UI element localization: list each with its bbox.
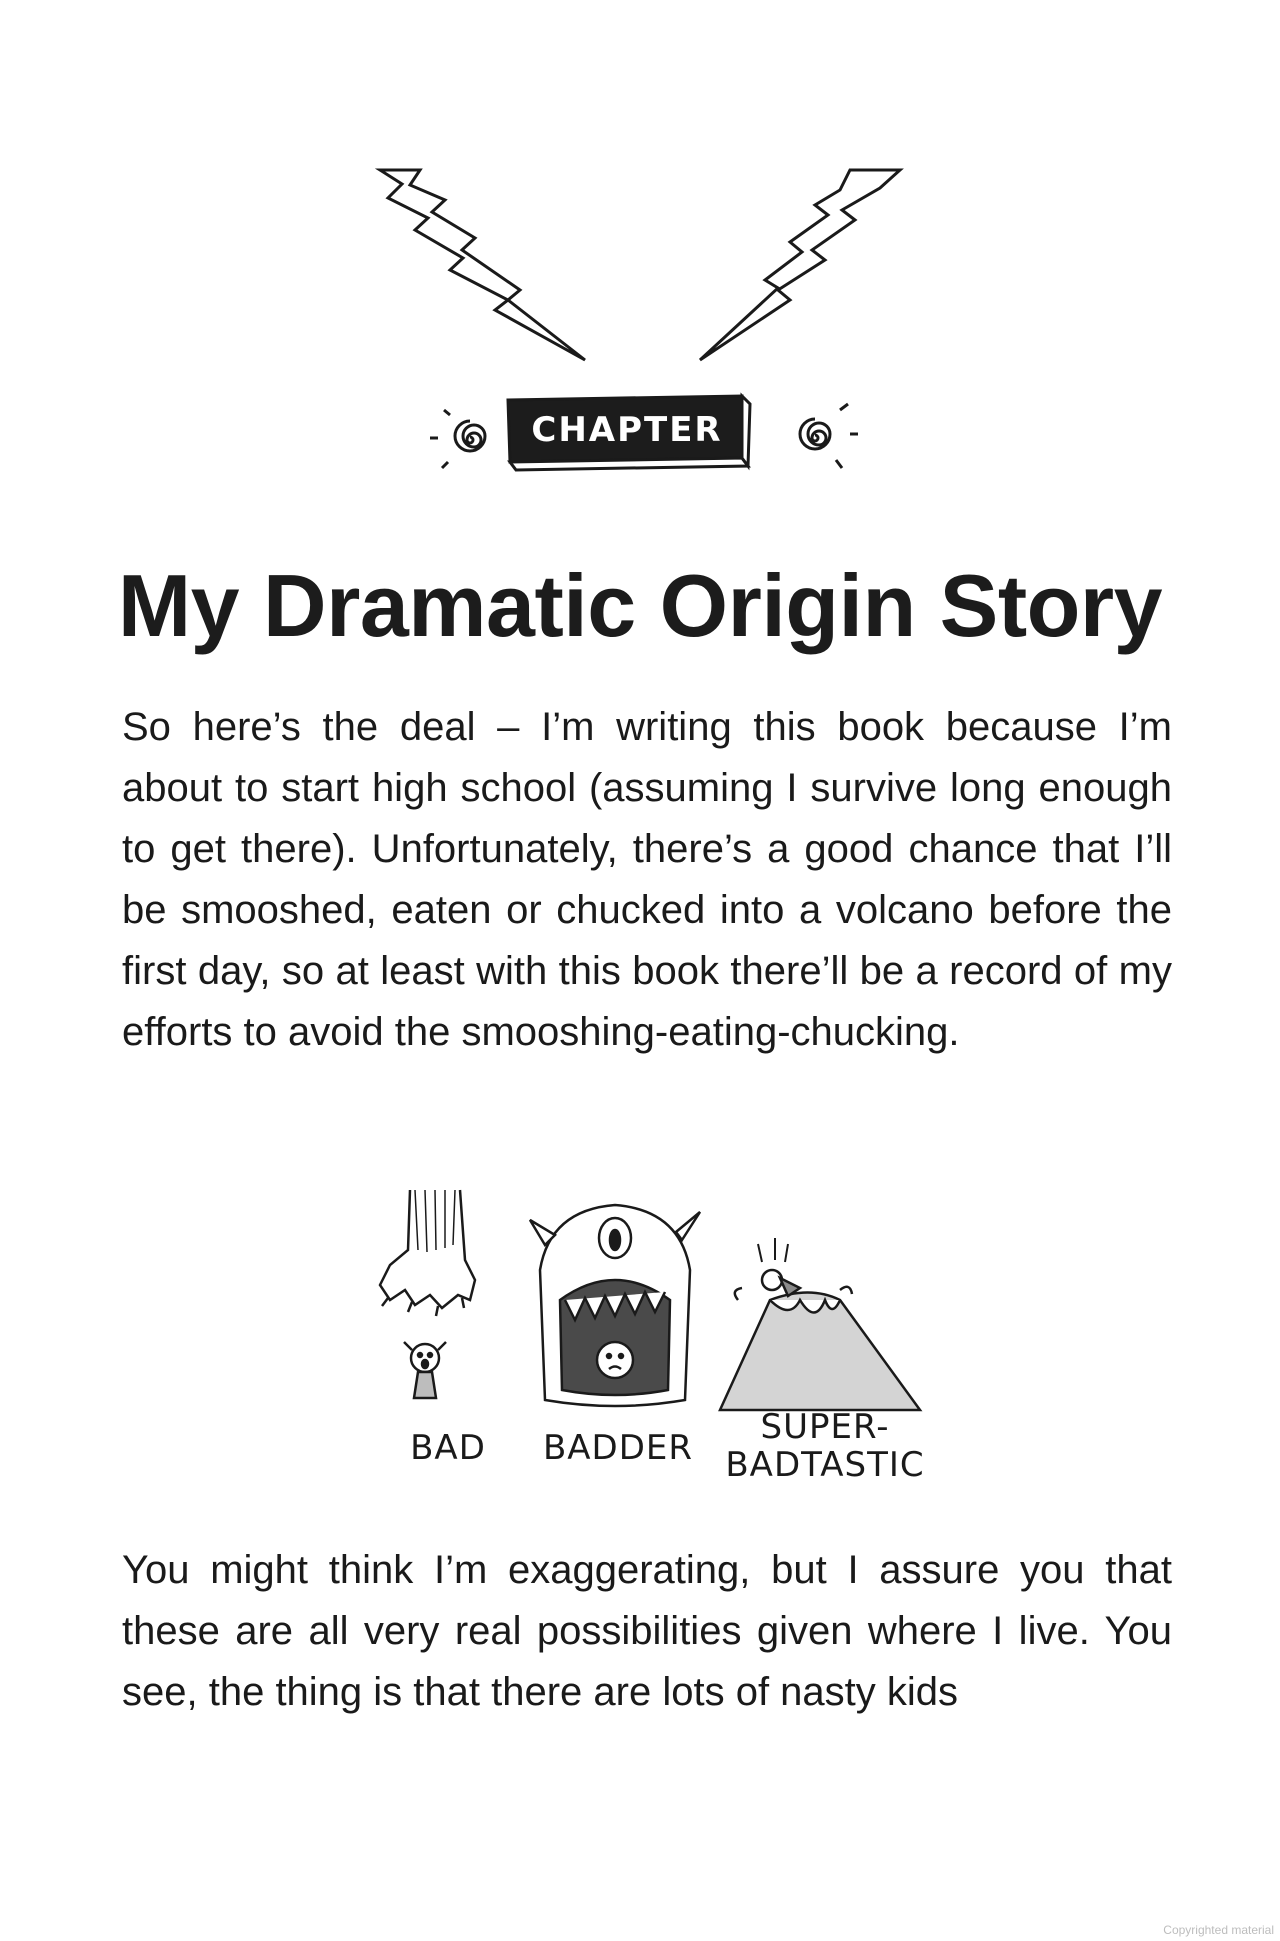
- small-creature-icon: [404, 1342, 446, 1398]
- chapter-label: CHAPTER 2: [531, 410, 723, 506]
- lightning-bolts-illustration: [370, 160, 910, 370]
- bad-badder-superbadtastic-illustration: [370, 1150, 930, 1500]
- label-bad: BAD: [410, 1428, 486, 1468]
- label-super-line-1: SUPER-: [760, 1407, 890, 1447]
- label-super-line-2: BADTASTIC: [725, 1445, 925, 1485]
- spiral-icon-right: [800, 404, 858, 468]
- giant-foot-icon: [380, 1190, 475, 1316]
- volcano-icon: [720, 1238, 920, 1410]
- label-badder: BADDER: [542, 1428, 694, 1468]
- chapter-banner: [430, 380, 860, 506]
- page-title: My Dramatic Origin Story: [117, 556, 1163, 655]
- lightning-bolt-icon-left: [380, 170, 585, 360]
- copyright-notice: Copyrighted material: [1163, 1923, 1274, 1937]
- label-super-badtastic: [725, 1408, 925, 1484]
- spiral-icon-left: [430, 410, 485, 468]
- body-paragraph: So here’s the deal – I’m writing this book because I’m about to start high school (assuming I survive long enough to get there). Unfortunately, there’s a good chance that I’ll be smooshed, eaten or chucked into a volcano before the first day, so at least with this book there’ll be a record of my efforts to avoid the smooshing-eating-chucking.: [122, 705, 1172, 1054]
- lightning-bolt-icon-right: [700, 170, 900, 360]
- body-paragraph: You might think I’m exaggerating, but I assure you that these are all very real possibilities given where I live. You see, the thing is that there are lots of nasty kids: [122, 1548, 1172, 1714]
- monster-icon: [530, 1205, 700, 1406]
